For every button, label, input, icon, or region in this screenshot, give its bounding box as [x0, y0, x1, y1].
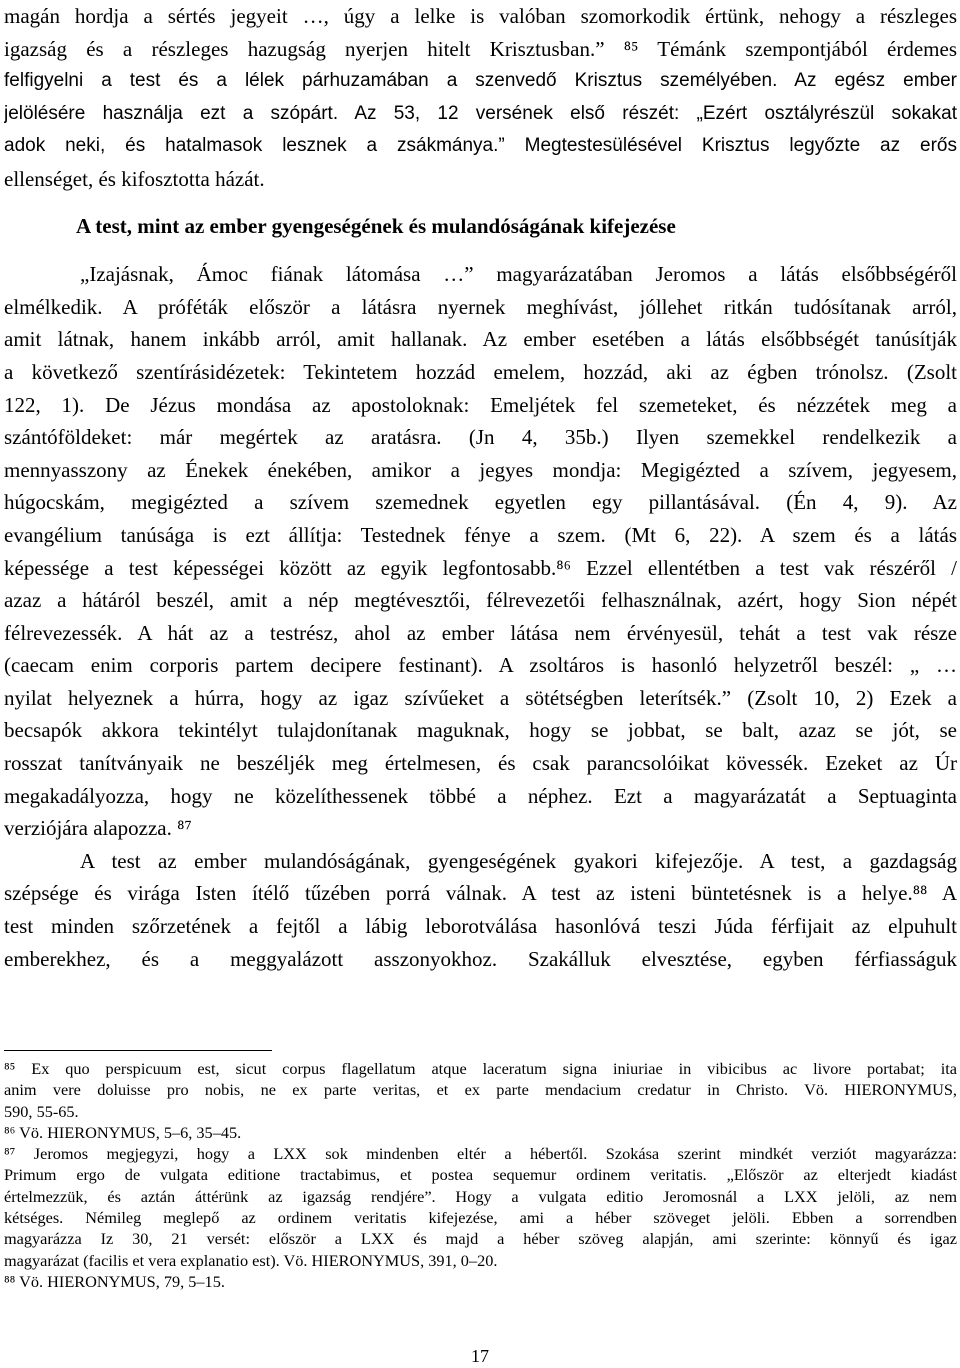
body-line: húgocskám, megigézted a szívem szemednek egyetlen egy pillantásával. (Én 4, 9). Az [4, 490, 957, 515]
body-line: jelölésére használja ezt a szópárt. Az 53, 12 versének első részét: „Ezért osztályrészül sokakat [4, 102, 957, 124]
footnote-line: ⁸⁵ Ex quo perspicuum est, sicut corpus flagellatum atque laceratum signa iniuriae in vibicibus ac livore portabat; ita [4, 1059, 957, 1078]
body-line: szántóföldeket: már megértek az aratásra. (Jn 4, 35b.) Ilyen szemekkel rendelkezik a [4, 425, 957, 450]
footnote-line: anim vere doluisse pro nobis, ne ex parte veritas, et ex parte mendacium credatur in Christo. Vö. HIERONYMUS, [4, 1080, 957, 1100]
body-line: ellenséget, és kifosztotta házát. [4, 166, 265, 191]
body-line: A test az ember mulandóságának, gyengeségének gyakori kifejezője. A test, a gazdagság [80, 848, 957, 873]
body-line: (caecam enim corporis partem decipere festinant). A zsoltáros is hasonló helyzetről beszél: „ … [4, 653, 957, 678]
body-line: evangélium tanúsága is ezt állítja: Testednek fénye a szem. (Mt 6, 22). A szem és a látás [4, 522, 957, 547]
section-heading: A test, mint az ember gyengeségének és mulandóságának kifejezése [76, 213, 676, 238]
body-line: a következő szentírásidézetek: Tekintetem hozzád emelem, hozzád, aki az égben trónolsz. (Zsolt [4, 359, 957, 384]
body-line: verziójára alapozza. ⁸⁷ [4, 816, 192, 841]
body-line: magán hordja a sértés jegyeit …, úgy a lelke is valóban szomorkodik értünk, nehogy a részleges [4, 4, 957, 28]
body-line: igazság és a részleges hazugság nyerjen hitelt Krisztusban.” ⁸⁵ Témánk szempontjából érdemes [4, 36, 957, 61]
footnote-line: ⁸⁶ Vö. HIERONYMUS, 5–6, 35–45. [4, 1122, 242, 1142]
body-line: elmélkedik. A próféták először a látásra nyernek meghívást, jóllehet ritkán tudósítanak arról, [4, 294, 957, 319]
body-line: test minden szőrzetének a fejtől a lábig leborotválása hasonlóvá teszi Júda férfijait az elpuhult [4, 914, 957, 939]
body-line: megakadályozza, hogy ne közelíthessenek többé a néphez. Ezt a magyarázatát a Septuaginta [4, 783, 957, 808]
body-line: emberekhez, és a meggyalázott asszonyokhoz. Szakálluk elvesztése, egyben férfiasságuk [4, 946, 957, 971]
body-line: adok neki, és hatalmasok lesznek a zsákmánya.” Megtestesülésével Krisztus legyőzte az erős [4, 135, 957, 157]
body-line: amit látnak, hanem inkább arról, amit hallanak. Az ember esetében a látás elsőbbségét tanúsítják [4, 327, 957, 352]
footnote-line: értelmezzük, és aztán áttérünk az igazság rendjére”. Hogy a vulgata editio Jeromosnál a LXX jelöli, az nem [4, 1186, 957, 1206]
page-number: 17 [471, 1346, 489, 1366]
footnote-line: ⁸⁸ Vö. HIERONYMUS, 79, 5–15. [4, 1271, 225, 1291]
body-line: rosszat tanítványaik ne beszéljék meg értelmesen, és csak parancsolóikat kövessék. Ezeket az Úr [4, 751, 957, 776]
footnote-line: magyarázza Iz 30, 21 versét: először a LXX és majd a héber szöveg alapján, ami szerinte: könnyű és igaz [4, 1229, 957, 1249]
body-text [4, 0, 957, 975]
footnote-separator [4, 1050, 272, 1051]
footnote-line: magyarázat (facilis et vera explanatio est). Vö. HIERONYMUS, 391, 0–20. [4, 1250, 498, 1270]
body-line: 122, 1). De Jézus mondása az apostoloknak: Emeljétek fel szemeteket, és nézzétek meg a [4, 392, 957, 417]
body-line: félrevezessék. A hát az a testrész, ahol az ember látása nem érvényesül, tehát a test vak része [4, 620, 957, 645]
footnote-line: 590, 55-65. [4, 1101, 79, 1121]
body-line: „Izajásnak, Ámoc fiának látomása …” magyarázatában Jeromos a látás elsőbbségéről [80, 262, 957, 287]
body-line: képessége a test képességei között az egyik legfontosabb.⁸⁶ Ezzel ellentétben a test vak részéről / [4, 555, 957, 580]
body-line: szépsége és virága Isten ítélő tűzében porrá válnak. A test az isteni büntetésnek is a helye.⁸⁸ A [4, 881, 957, 906]
body-line: becsapók akkora tekintélyt tulajdonítanak maguknak, hogy se jobbat, se balt, azaz se jót, se [4, 718, 957, 743]
body-line: nyilat helyeznek a húrra, hogy az igaz szívűeket a sötétségben leterítsék.” (Zsolt 10, 2) Ezek a [4, 685, 957, 710]
footnote-line: kétséges. Némileg meglepő az ordinem veritatis kifejezése, ami a héber szöveget jelöli. Ebben a sorrendben [4, 1208, 957, 1228]
footnote-line: Primum ergo de vulgata editione tractabimus, et postea sequemur ordinem veritatis. „Először az elterjedt kiadást [4, 1165, 957, 1185]
body-line: azaz a hátáról beszél, amit a nép megtévesztői, félrevezetői felhasználnak, azért, hogy Sion népét [4, 588, 957, 613]
footnote-line: ⁸⁷ Jeromos megjegyzi, hogy a LXX sok mindenben eltér a hébertől. Szokása szerint mindkét verziót magyarázza: [4, 1144, 957, 1164]
footnotes [4, 1058, 957, 1292]
body-line: felfigyelni a test és a lélek párhuzamában a szenvedő Krisztus személyében. Az egész ember [4, 70, 957, 92]
body-line: mennyasszony az Énekek énekében, amikor a jegyes mondja: Megigézted a szívem, jegyesem, [4, 457, 957, 482]
